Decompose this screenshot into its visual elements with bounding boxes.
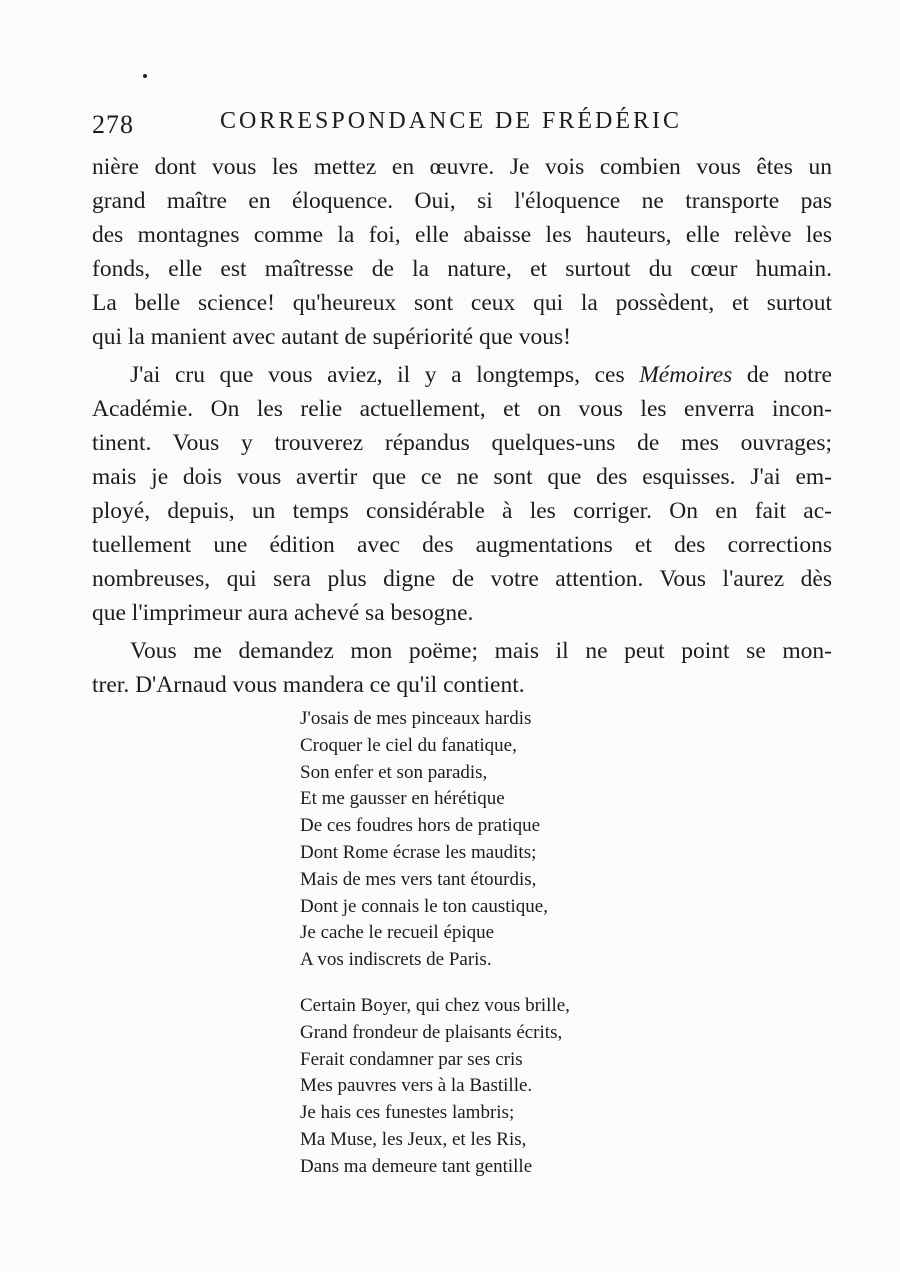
text-line: des montagnes comme la foi, elle abaisse les hauteurs, elle relève les — [92, 222, 832, 248]
text-line: fonds, elle est maîtresse de la nature, et surtout du cœur humain. — [92, 256, 832, 282]
verse-stanza — [300, 706, 720, 974]
verse-line: Son enfer et son paradis, — [300, 761, 488, 783]
verse-line: A vos indiscrets de Paris. — [300, 949, 492, 971]
text-line: grand maître en éloquence. Oui, si l'éloquence ne transporte pas — [92, 188, 832, 214]
verse-line: Dont Rome écrase les maudits; — [300, 841, 537, 863]
text-line: nière dont vous les mettez en œuvre. Je vois combien vous êtes un — [92, 154, 832, 180]
verse-line: Ma Muse, les Jeux, et les Ris, — [300, 1128, 527, 1150]
text-line: tuellement une édition avec des augmentations et des corrections — [92, 532, 832, 558]
text-run: J'ai cru que vous aviez, il y a longtemps, ces — [130, 362, 640, 388]
running-head: CORRESPONDANCE DE FRÉDÉRIC — [220, 108, 683, 134]
text-line: nombreuses, qui sera plus digne de votre attention. Vous l'aurez dès — [92, 566, 832, 592]
text-line: ployé, depuis, un temps considérable à les corriger. On en fait ac- — [92, 498, 832, 524]
verse-stanza — [300, 993, 720, 1181]
verse-line: Croquer le ciel du fanatique, — [300, 734, 517, 756]
paragraph — [92, 358, 832, 630]
verse-line: Mes pauvres vers à la Bastille. — [300, 1075, 533, 1097]
verse-line: Je hais ces funestes lambris; — [300, 1102, 515, 1124]
verse-line: Grand frondeur de plaisants écrits, — [300, 1021, 563, 1043]
text-line: Vous me demandez mon poëme; mais il ne peut point se mon- — [130, 638, 832, 664]
italic-title: Mémoires — [639, 362, 733, 388]
page-number: 278 — [92, 110, 134, 139]
text-line: qui la manient avec autant de supériorité que vous! — [92, 324, 571, 350]
verse-line: Ferait condamner par ses cris — [300, 1048, 523, 1070]
verse-line: Et me gausser en hérétique — [300, 788, 505, 810]
verse-line: Je cache le recueil épique — [300, 922, 495, 944]
text-line — [92, 358, 832, 392]
paragraph — [92, 150, 832, 354]
ink-speck — [143, 74, 147, 78]
verse-line: Dont je connais le ton caustique, — [300, 895, 548, 917]
verse-line: Certain Boyer, qui chez vous brille, — [300, 995, 570, 1016]
text-line: tinent. Vous y trouverez répandus quelques-uns de mes ouvrages; — [92, 430, 832, 456]
text-line: mais je dois vous avertir que ce ne sont que des esquisses. J'ai em- — [92, 464, 832, 490]
verse-line: Mais de mes vers tant étourdis, — [300, 868, 537, 890]
verse-line: De ces foudres hors de pratique — [300, 815, 541, 837]
text-line: Académie. On les relie actuellement, et on vous les enverra incon- — [92, 396, 832, 422]
paragraph — [92, 634, 832, 702]
text-line: trer. D'Arnaud vous mandera ce qu'il contient. — [92, 672, 525, 698]
verse-line: J'osais de mes pinceaux hardis — [300, 708, 532, 729]
body-text — [92, 150, 832, 706]
verse-line: Dans ma demeure tant gentille — [300, 1155, 533, 1177]
text-line: que l'imprimeur aura achevé sa besogne. — [92, 600, 474, 626]
page-header — [92, 104, 832, 144]
text-run: de notre — [732, 362, 832, 388]
text-line: La belle science! qu'heureux sont ceux qui la possèdent, et surtout — [92, 290, 832, 316]
